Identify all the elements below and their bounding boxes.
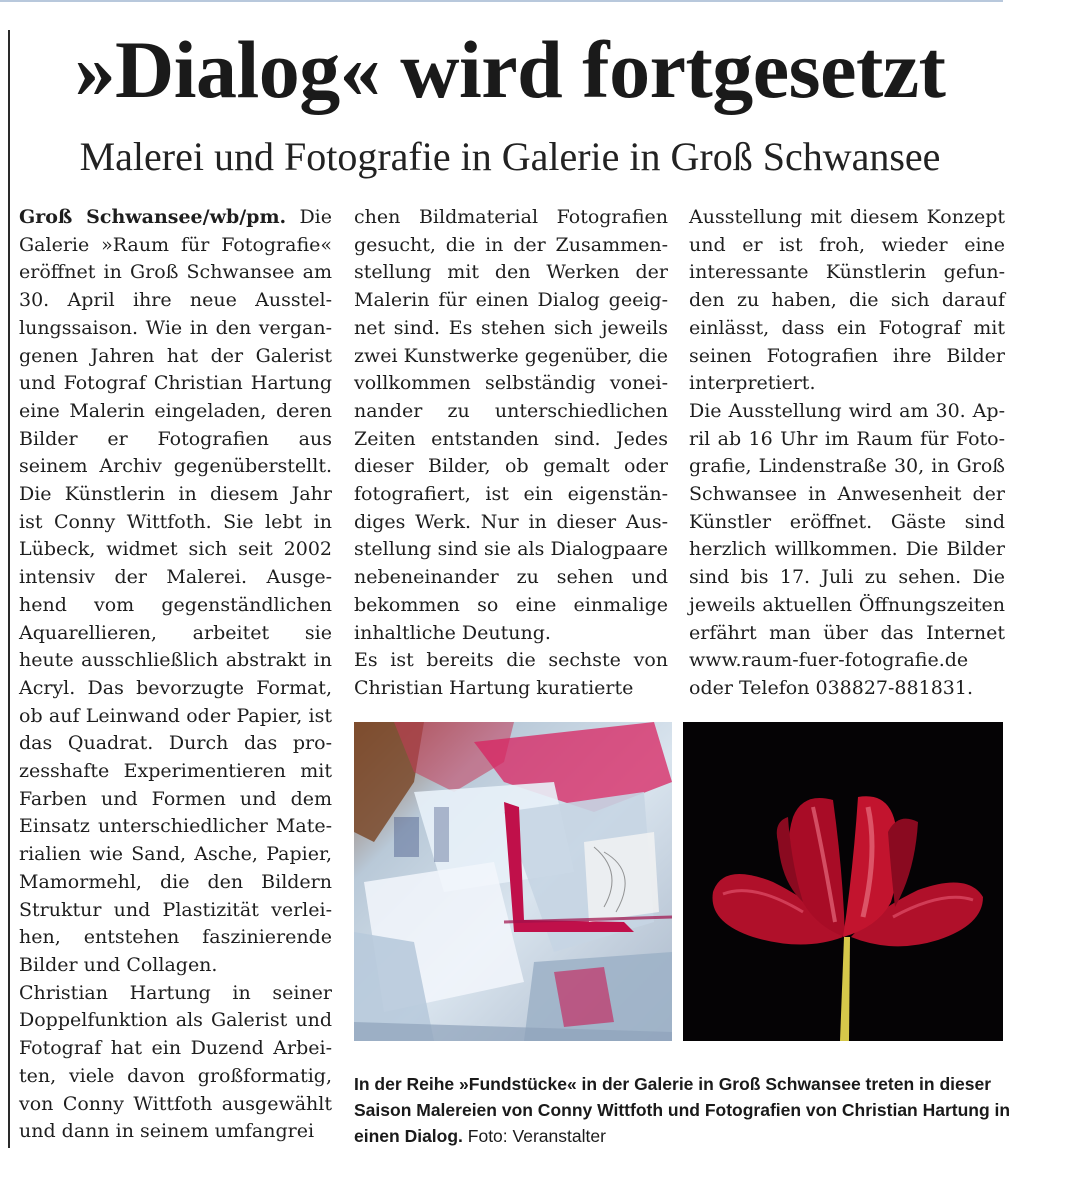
article-paragraph: Christian Hartung in seiner Doppelfunktion als Galerist und Fotograf hat ein Duzend Arbeiten, viele davon großformatig, von Conny Wittfoth ausgewählt und dann in seinem umfangrei (19, 981, 332, 1143)
red-tulip-photo (683, 722, 1003, 1041)
top-border-line (0, 0, 1003, 2)
article-column-1 (19, 204, 332, 1146)
caption-text: In der Reihe »Fundstücke« in der Galerie in Groß Schwansee treten in dieser Saison Malereien von Conny Wittfoth und Fotografien von Christian Hartung in einen Dialog. (354, 1074, 1011, 1146)
article-paragraph: Ausstellung mit diesem Konzept und er ist froh, wieder eine interessante Künstlerin gefunden zu haben, die sich darauf einlässt, dass ein Fotograf mit seinen Fotografien ihre Bilder interpretiert. (689, 206, 1005, 395)
headline: »Dialog« wird fortgesetzt (74, 24, 946, 115)
abstract-painting-image (354, 722, 672, 1041)
paragraph-text: Die Galerie »Raum für Fotografie« eröffnet in Groß Schwansee am 30. April ihre neue Ausstellungssaison. Wie in den vergangenen Jahren hat der Galerist und Fotograf Christian Hartung eine Malerin eingeladen, deren Bilder er Fotografien aus seinem Archiv gegenüberstellt. Die Künstlerin in diesem Jahr ist Conny Wittfoth. Sie lebt in Lübeck, widmet sich seit 2002 intensiv der Malerei. Ausgehend vom gegenständlichen Aquarellieren, arbeitet sie heute ausschließlich abstrakt in Acryl. Das bevorzugte Format, ob auf Leinwand oder Papier, ist das Quadrat. Durch das prozesshafte Experimentieren mit Farben und Formen und dem Einsatz unterschiedlicher Materialien wie Sand, Asche, Papier, Mamormehl, die den Bildern Struktur und Plastizität verleihen, entstehen faszinierende Bilder und Collagen. (19, 206, 332, 976)
left-column-rule (8, 30, 10, 1148)
figure-caption (354, 1071, 1024, 1149)
article-paragraph: Es ist bereits die sechste von Christian Hartung kuratierte (354, 649, 668, 699)
photo-credit: Foto: Veranstalter (462, 1126, 606, 1146)
article-paragraph: Die Ausstellung wird am 30. April ab 16 Uhr im Raum für Fotografie, Lindenstraße 30, in Groß Schwansee in Anwesenheit der Künstler eröffnet. Gäste sind herzlich willkommen. Die Bilder sind bis 17. Juli zu sehen. Die jeweils aktuellen Öffnungszeiten erfährt man über das Internet www.raum-fuer-fotografie.de oder Telefon 038827-881831. (689, 399, 1005, 699)
article-column-3 (689, 204, 1005, 703)
article-paragraph: chen Bildmaterial Fotografien gesucht, die in der Zusammenstellung mit den Werken der Malerin für einen Dialog geeignet sind. Es stehen sich jeweils zwei Kunstwerke gegenüber, die vollkommen selbständig voneinander zu unterschiedlichen Zeiten entstanden sind. Jedes dieser Bilder, ob gemalt oder fotografiert, ist ein eigenständiges Werk. Nur in dieser Ausstellung sind sie als Dialogpaare nebeneinander zu sehen und bekommen so eine einmalige inhaltliche Deutung. (354, 206, 668, 644)
dateline: Groß Schwansee/wb/pm. (19, 206, 287, 228)
subheadline: Malerei und Fotografie in Galerie in Groß Schwansee (79, 134, 941, 179)
article-paragraph (19, 204, 332, 980)
article-column-2 (354, 204, 668, 703)
